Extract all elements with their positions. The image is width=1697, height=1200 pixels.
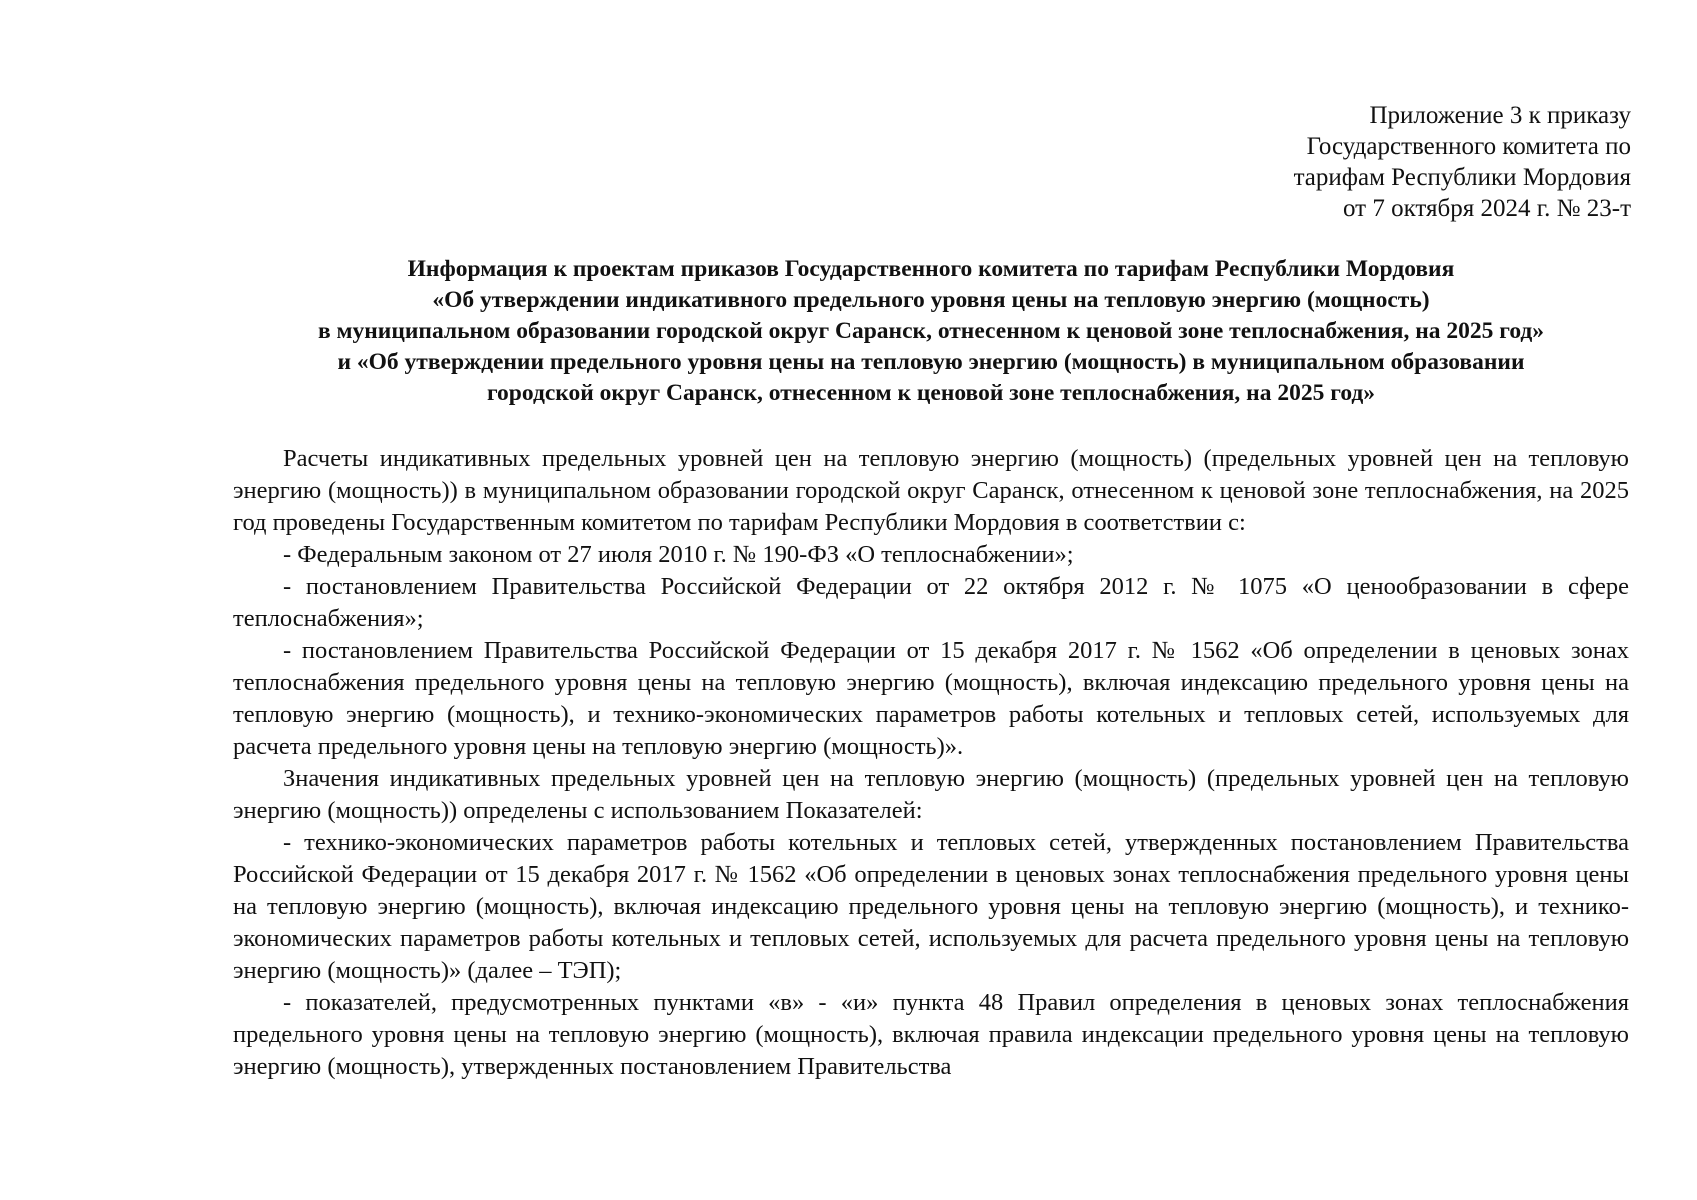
body-list-item: - технико-экономических параметров работы котельных и тепловых сетей, утвержденных постановлением Правительства Российской Федерации от 15 декабря 2017 г. № 1562 «Об определении в ценовых зонах теплоснабжения предельного уровня цены на тепловую энергию (мощность), включая индексацию предельного уровня цены на тепловую энергию (мощность), и технико-экономических параметров работы котельных и тепловых сетей, используемых для расчета предельного уровня цены на тепловую энергию (мощность)» (далее – ТЭП);	[233, 829, 1629, 984]
title-line: «Об утверждении индикативного предельного уровня цены на тепловую энергию (мощность)	[432, 287, 1430, 313]
document-title	[232, 254, 1630, 409]
body-list-item: - Федеральным законом от 27 июля 2010 г. № 190-ФЗ «О теплоснабжении»;	[283, 541, 1074, 568]
appendix-line: от 7 октября 2024 г. № 23-т	[1342, 195, 1631, 222]
appendix-line: тарифам Республики Мордовия	[1293, 164, 1631, 191]
document-body	[233, 443, 1629, 1083]
title-line: и «Об утверждении предельного уровня цены на тепловую энергию (мощность) в муниципальном образовании	[337, 349, 1525, 375]
title-line: в муниципальном образовании городской округ Саранск, отнесенном к ценовой зоне теплоснабжения, на 2025 год»	[317, 318, 1545, 344]
body-list-item: - постановлением Правительства Российской Федерации от 22 октября 2012 г. № 1075 «О ценообразовании в сфере теплоснабжения»;	[233, 573, 1629, 632]
body-list-item: - показателей, предусмотренных пунктами «в» - «и» пункта 48 Правил определения в ценовых зонах теплоснабжения предельного уровня цены на тепловую энергию (мощность), включая правила индексации предельного уровня цены на тепловую энергию (мощность), утвержденных постановлением Правительства	[233, 989, 1629, 1080]
appendix-line: Приложение 3 к приказу	[1369, 102, 1631, 129]
body-paragraph: Значения индикативных предельных уровней цен на тепловую энергию (мощность) (предельных уровней цен на тепловую энергию (мощность)) определены с использованием Показателей:	[233, 765, 1629, 824]
body-list-item: - постановлением Правительства Российской Федерации от 15 декабря 2017 г. № 1562 «Об определении в ценовых зонах теплоснабжения предельного уровня цены на тепловую энергию (мощность), включая индексацию предельного уровня цены на тепловую энергию (мощность), и технико-экономических параметров работы котельных и тепловых сетей, используемых для расчета предельного уровня цены на тепловую энергию (мощность)».	[233, 637, 1629, 760]
appendix-header	[1171, 100, 1631, 224]
title-line: городской округ Саранск, отнесенном к ценовой зоне теплоснабжения, на 2025 год»	[486, 380, 1376, 406]
body-paragraph: Расчеты индикативных предельных уровней цен на тепловую энергию (мощность) (предельных уровней цен на тепловую энергию (мощность)) в муниципальном образовании городской округ Саранск, отнесенном к ценовой зоне теплоснабжения, на 2025 год проведены Государственным комитетом по тарифам Республики Мордовия в соответствии с:	[233, 445, 1629, 536]
appendix-line: Государственного комитета по	[1306, 133, 1631, 160]
title-line: Информация к проектам приказов Государственного комитета по тарифам Республики Мордовия	[407, 256, 1455, 282]
